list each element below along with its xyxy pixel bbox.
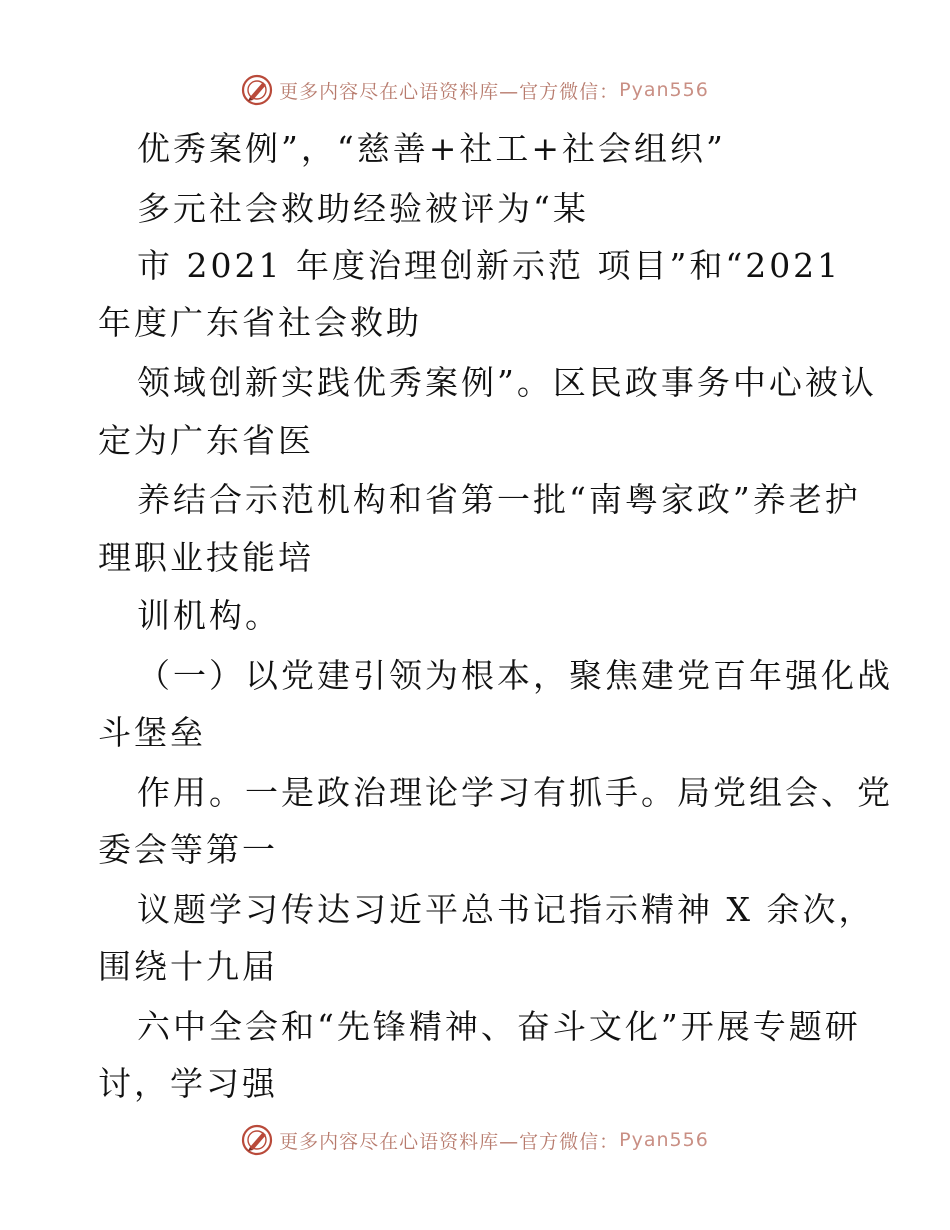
text-line: 讨，学习强 (98, 1064, 278, 1103)
text-line: （一）以党建引领为根本，聚焦建党百年强化战 (137, 656, 893, 695)
text-line: 训机构。 (137, 596, 281, 635)
text-line: 多元社会救助经验被评为“某 (137, 189, 589, 228)
pen-logo-icon (241, 74, 273, 106)
pen-logo-icon (241, 1124, 273, 1156)
text-line: 优秀案例”，“慈善+社工+社会组织” (137, 129, 726, 168)
text-line: 年度广东省社会救助 (98, 303, 422, 342)
text-line: 定为广东省医 (98, 421, 314, 460)
text-line: 围绕十九届 (98, 947, 278, 986)
watermark-account: Pyan556 (619, 1129, 709, 1151)
text-line: 六中全会和“先锋精神、奋斗文化”开展专题研 (137, 1007, 861, 1046)
watermark-header (0, 70, 950, 110)
text-line: 议题学习传达习近平总书记指示精神 X 余次， (137, 890, 875, 929)
watermark-account: Pyan556 (619, 79, 709, 101)
watermark-text: 更多内容尽在心语资料库—官方微信： (279, 1130, 620, 1153)
text-line: 领域创新实践优秀案例”。区民政事务中心被认 (137, 363, 877, 402)
text-line: 理职业技能培 (98, 538, 314, 577)
text-line: 市 2021 年度治理创新示范 项目”和“2021 (137, 246, 842, 285)
watermark-text: 更多内容尽在心语资料库—官方微信： (279, 80, 620, 103)
text-line: 斗堡垒 (98, 713, 206, 752)
watermark-footer (0, 1120, 950, 1160)
text-line: 养结合示范机构和省第一批“南粤家政”养老护 (137, 480, 861, 519)
text-line: 作用。一是政治理论学习有抓手。局党组会、党 (137, 773, 893, 812)
text-line: 委会等第一 (98, 830, 278, 869)
